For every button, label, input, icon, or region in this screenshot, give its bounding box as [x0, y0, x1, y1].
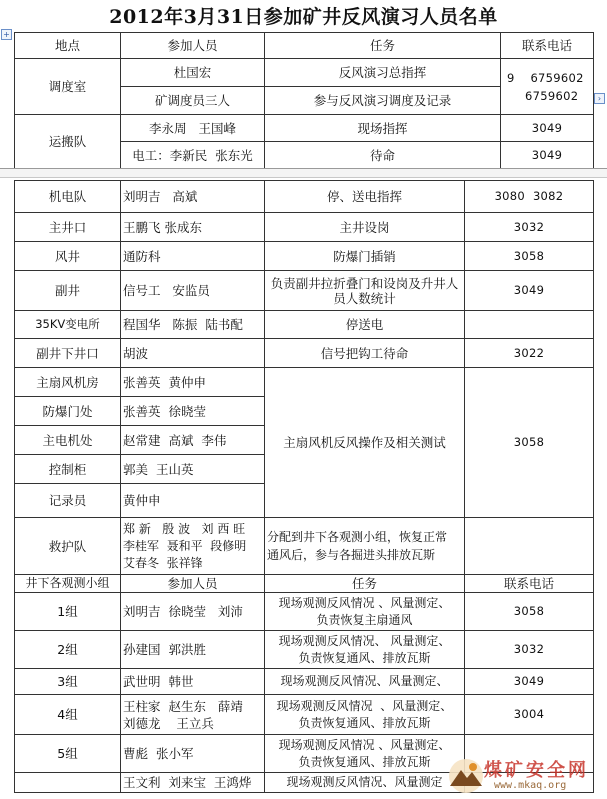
cell-location [15, 773, 121, 793]
cell-phone: 3058 [465, 593, 594, 631]
cell-location: 控制柜 [15, 455, 121, 484]
task-line: 现场观测反风情况、 风量测定、 [278, 633, 451, 648]
header-location: 井下各观测小组 [15, 575, 121, 593]
cell-task: 现场观测反风情况、风量测定 [265, 773, 465, 793]
task-line: 现场观测反风情况 、风量测定、 [276, 698, 453, 713]
cell-location: 机电队 [15, 181, 121, 213]
header-task: 任务 [265, 575, 465, 593]
cell-task: 现场指挥 [265, 115, 501, 142]
cell-participants: 王文利 刘来宝 王鸿烨 [121, 773, 265, 793]
cell-phone: 3049 [501, 142, 594, 169]
table-row [15, 368, 594, 397]
cell-task-merged: 主扇风机反风操作及相关测试 [265, 368, 465, 518]
cell-task [265, 518, 465, 575]
table-row [15, 213, 594, 242]
cell-location: 调度室 [15, 59, 121, 115]
header-row [15, 575, 594, 593]
cell-participants: 胡波 [121, 339, 265, 368]
task-line: 负责恢复通风、排放瓦斯 [298, 754, 431, 769]
table-top-section [14, 32, 594, 169]
header-phone: 联系电话 [465, 575, 594, 593]
cell-participants: 郭美 王山英 [121, 455, 265, 484]
cell-participants [121, 735, 265, 773]
cell-location: 1组 [15, 593, 121, 631]
task-line: 分配到井下各观测小组，恢复正常 [267, 530, 448, 544]
header-phone: 联系电话 [501, 33, 594, 59]
cell-participants: 矿调度员三人 [121, 87, 265, 115]
table-row [15, 181, 594, 213]
cell-task [265, 593, 465, 631]
page-break-line [0, 177, 607, 178]
participants-line: 刘明吉 徐晓莹 刘沛 [123, 604, 243, 619]
cell-phone: 3058 [465, 242, 594, 271]
cell-participants [121, 518, 265, 575]
participants-line: 曹彪 张小军 [123, 746, 194, 761]
watermark-logo [446, 754, 607, 799]
page-break-gap [0, 169, 607, 177]
cell-phone-merged: 3058 [465, 368, 594, 518]
cell-participants [121, 695, 265, 735]
cell-participants: 张善英 徐晓莹 [121, 397, 265, 426]
cell-task [265, 631, 465, 669]
cell-participants: 信号工 安监员 [121, 271, 265, 311]
cell-phone: 3032 [465, 213, 594, 242]
cell-task: 现场观测反风情况、风量测定、 [265, 669, 465, 695]
mountain-sun-icon [446, 756, 486, 796]
cell-location: 5组 [15, 735, 121, 773]
table-row [15, 695, 594, 735]
cell-phone [465, 518, 594, 575]
cell-task [265, 735, 465, 773]
header-location: 地点 [15, 33, 121, 59]
cell-participants: 王鹏飞 张成东 [121, 213, 265, 242]
cell-task: 停、送电指挥 [265, 181, 465, 213]
cell-location: 副井 [15, 271, 121, 311]
header-row [15, 33, 594, 59]
table-row [15, 339, 594, 368]
table-row [15, 631, 594, 669]
cell-task: 反风演习总指挥 [265, 59, 501, 87]
cell-phone: 3049 [465, 669, 594, 695]
cell-task: 待命 [265, 142, 501, 169]
cell-participants: 李永周 王国峰 [121, 115, 265, 142]
table-row [15, 593, 594, 631]
cell-location: 防爆门处 [15, 397, 121, 426]
cell-location: 记录员 [15, 484, 121, 518]
cell-location: 运搬队 [15, 115, 121, 169]
watermark-url: www.mkaq.org [494, 780, 567, 791]
cell-task: 参与反风演习调度及记录 [265, 87, 501, 115]
cell-task: 防爆门插销 [265, 242, 465, 271]
cell-phone: 3049 [501, 115, 594, 142]
cell-phone: 3004 [465, 695, 594, 735]
cell-task: 主井设岗 [265, 213, 465, 242]
cell-participants: 黄仲申 [121, 484, 265, 518]
task-line: 负责恢复通风、排放瓦斯 [298, 715, 431, 730]
cell-phone [501, 59, 594, 115]
cell-participants: 杜国宏 [121, 59, 265, 87]
table-resize-handle-icon[interactable]: › [594, 93, 605, 104]
cell-participants [121, 631, 265, 669]
participants-line: 郑 新 殷 波 刘 西 旺 [123, 521, 246, 536]
cell-participants: 程国华 陈振 陆书配 [121, 311, 265, 339]
cell-participants: 武世明 韩世 [121, 669, 265, 695]
cell-task: 负责副井拉折叠门和设岗及升井人员人数统计 [265, 271, 465, 311]
task-line: 现场观测反风情况 、风量测定、 [278, 595, 451, 610]
cell-location: 救护队 [15, 518, 121, 575]
cell-location: 主井口 [15, 213, 121, 242]
task-line: 通风后，参与各掘进头排放瓦斯 [267, 548, 436, 562]
participants-line: 艾春冬 张祥锋 [123, 555, 203, 570]
cell-location: 副井下井口 [15, 339, 121, 368]
cell-participants: 赵常建 高斌 李伟 [121, 426, 265, 455]
table-row [15, 59, 594, 87]
table-row [15, 518, 594, 575]
cell-location: 3组 [15, 669, 121, 695]
cell-phone: 3022 [465, 339, 594, 368]
table-move-handle-icon[interactable]: + [1, 29, 12, 40]
cell-location: 2组 [15, 631, 121, 669]
cell-location: 主电机处 [15, 426, 121, 455]
header-task: 任务 [265, 33, 501, 59]
cell-participants: 通防科 [121, 242, 265, 271]
cell-phone: 3080 3082 [465, 181, 594, 213]
cell-location: 35KV变电所 [15, 311, 121, 339]
cell-phone: 3049 [465, 271, 594, 311]
cell-phone: 3032 [465, 631, 594, 669]
table-row [15, 242, 594, 271]
cell-task: 停送电 [265, 311, 465, 339]
task-line: 负责恢复通风、排放瓦斯 [298, 650, 431, 665]
cell-participants: 刘明吉 高斌 [121, 181, 265, 213]
cell-task [265, 695, 465, 735]
cell-location: 主扇风机房 [15, 368, 121, 397]
table-row [15, 311, 594, 339]
participants-line: 刘德龙 王立兵 [123, 715, 214, 731]
cell-task: 信号把钩工待命 [265, 339, 465, 368]
task-line: 负责恢复主扇通风 [316, 612, 413, 627]
participants-line: 孙建国 郭洪胜 [123, 642, 206, 657]
participants-line: 李桂军 聂和平 段修明 [123, 538, 247, 553]
cell-phone [465, 311, 594, 339]
table-row [15, 115, 594, 142]
cell-location: 风井 [15, 242, 121, 271]
cell-location: 4组 [15, 695, 121, 735]
watermark-brand: 煤矿安全网 [484, 760, 589, 781]
cell-participants [121, 593, 265, 631]
phone-line: 6759602 [525, 88, 579, 103]
participants-line: 王柱家 赵生东 薛靖 [123, 698, 243, 714]
cell-participants: 张善英 黄仲申 [121, 368, 265, 397]
header-participants: 参加人员 [121, 33, 265, 59]
table-bottom-section [14, 180, 594, 793]
header-participants: 参加人员 [121, 575, 265, 593]
document-title: 2012年3月31日参加矿井反风演习人员名单 [109, 6, 498, 28]
table-row [15, 271, 594, 311]
cell-participants: 电工：李新民 张东光 [121, 142, 265, 169]
table-row [15, 669, 594, 695]
task-line: 现场观测反风情况 、风量测定、 [278, 737, 451, 752]
phone-line: 9 6759602 [507, 70, 584, 85]
